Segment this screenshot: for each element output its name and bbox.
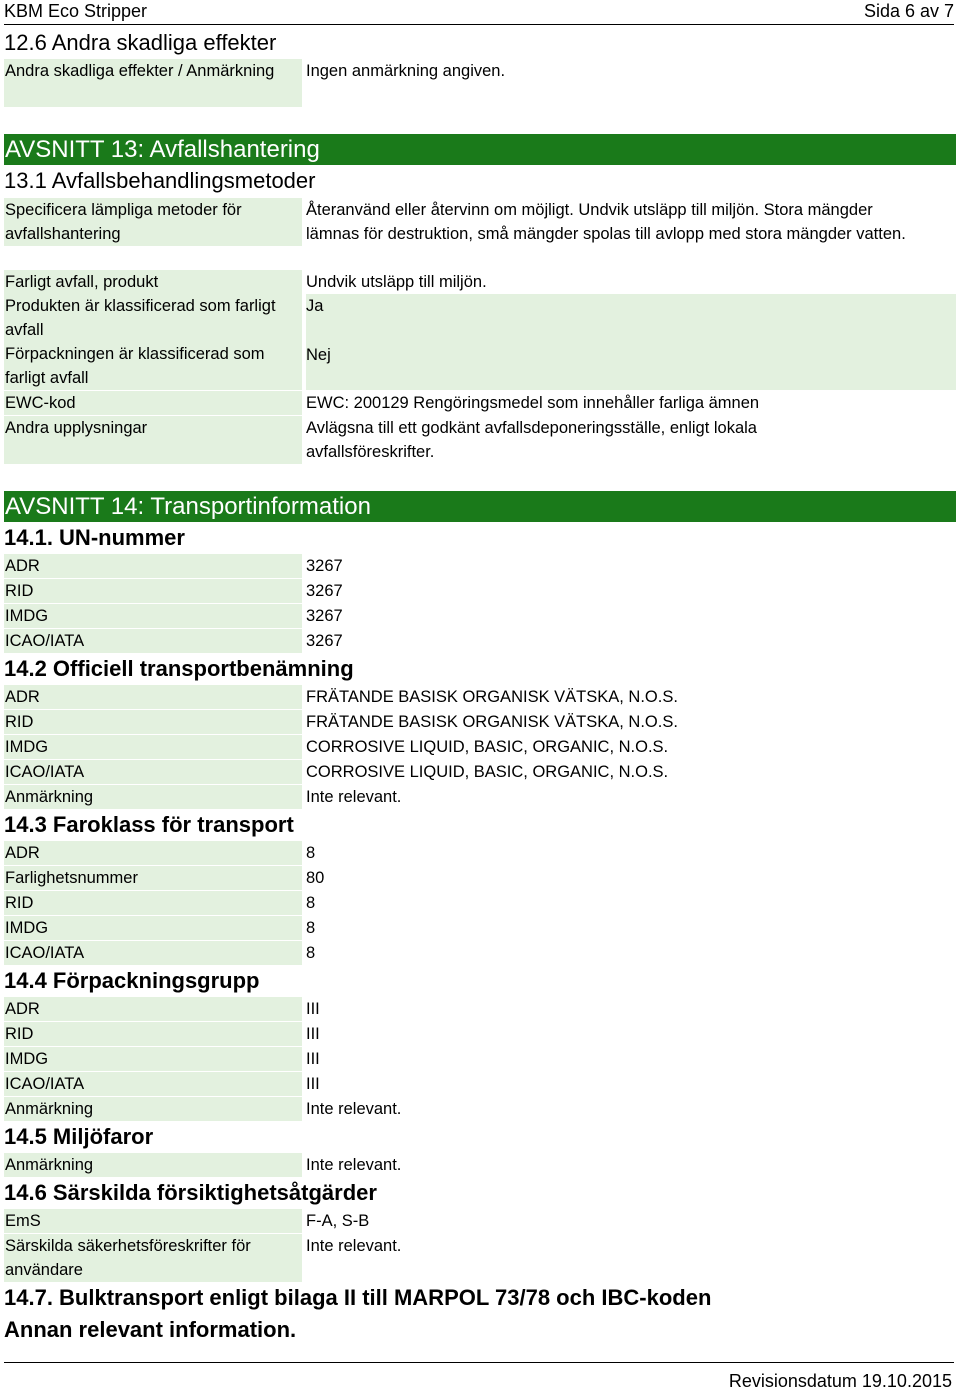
heading-14-2: 14.2 Officiell transportbenämning	[4, 656, 354, 681]
label-un-imdg: IMDG	[4, 604, 302, 628]
value-pack-note: Inte relevant.	[306, 1100, 402, 1118]
page-footer	[4, 1362, 954, 1394]
heading-13-1: 13.1 Avfallsbehandlingsmetoder	[4, 168, 316, 193]
label-un-rid: RID	[4, 579, 302, 603]
heading-14-7: 14.7. Bulktransport enligt bilaga II till MARPOL 73/78 och IBC-koden	[4, 1285, 712, 1310]
label-user-precautions: Särskilda säkerhetsföreskrifter för användare	[4, 1234, 302, 1282]
label-name-rid: RID	[4, 710, 302, 734]
label-disposal-methods: Specificera lämpliga metoder för avfallshantering	[4, 198, 302, 246]
value-name-adr: FRÄTANDE BASISK ORGANISK VÄTSKA, N.O.S.	[306, 688, 678, 706]
label-pack-adr: ADR	[4, 997, 302, 1021]
label-hazard-icao: ICAO/IATA	[4, 941, 302, 965]
label-hazard-number: Farlighetsnummer	[4, 866, 302, 890]
value-pack-rid: III	[306, 1025, 320, 1043]
value-pack-imdg: III	[306, 1050, 320, 1068]
page-header	[4, 0, 954, 25]
label-pack-note: Anmärkning	[4, 1097, 302, 1121]
other-relevant-info: Annan relevant information.	[4, 1317, 297, 1342]
heading-14-4: 14.4 Förpackningsgrupp	[4, 968, 260, 993]
value-hazard-adr: 8	[306, 844, 316, 862]
label-name-adr: ADR	[4, 685, 302, 709]
label-hazard-adr: ADR	[4, 841, 302, 865]
value-other-info: Avlägsna till ett godkänt avfallsdeponeringsställe, enligt lokala avfallsföreskrifter.	[306, 419, 757, 461]
label-pack-rid: RID	[4, 1022, 302, 1046]
label-hazard-rid: RID	[4, 891, 302, 915]
value-name-rid: FRÄTANDE BASISK ORGANISK VÄTSKA, N.O.S.	[306, 713, 678, 731]
value-ems: F-A, S-B	[306, 1212, 370, 1230]
label-other-info: Andra upplysningar	[4, 416, 302, 464]
value-env-note: Inte relevant.	[306, 1156, 402, 1174]
value-hazard-rid: 8	[306, 894, 316, 912]
label-product-classified: Produkten är klassificerad som farligt avfall	[4, 294, 302, 342]
label-name-icao: ICAO/IATA	[4, 760, 302, 784]
product-name: KBM Eco Stripper	[4, 1, 148, 21]
value-name-note: Inte relevant.	[306, 788, 402, 806]
section-14-title: AVSNITT 14: Transportinformation	[4, 491, 956, 522]
label-env-note: Anmärkning	[4, 1153, 302, 1177]
value-hazard-number: 80	[306, 869, 325, 887]
label-packaging-classified: Förpackningen är klassificerad som farligt avfall	[4, 342, 302, 390]
label-un-adr: ADR	[4, 554, 302, 578]
heading-14-3: 14.3 Faroklass för transport	[4, 812, 294, 837]
value-hazard-icao: 8	[306, 944, 316, 962]
value-hazard-imdg: 8	[306, 919, 316, 937]
value-name-imdg: CORROSIVE LIQUID, BASIC, ORGANIC, N.O.S.	[306, 738, 669, 756]
page-number: Sida 6 av 7	[863, 1, 954, 21]
heading-14-5: 14.5 Miljöfaror	[4, 1124, 154, 1149]
heading-12-6: 12.6 Andra skadliga effekter	[4, 30, 277, 55]
heading-14-1: 14.1. UN-nummer	[4, 525, 185, 550]
value-un-rid: 3267	[306, 582, 343, 600]
value-pack-adr: III	[306, 1000, 320, 1018]
value-other-effects: Ingen anmärkning angiven.	[306, 62, 506, 80]
label-ems: EmS	[4, 1209, 302, 1233]
value-product-classified: Ja	[306, 294, 956, 342]
label-ewc-code: EWC-kod	[4, 391, 302, 415]
value-un-imdg: 3267	[306, 607, 343, 625]
label-other-effects: Andra skadliga effekter / Anmärkning	[4, 59, 302, 107]
value-disposal-methods: Återanvänd eller återvinn om möjligt. Undvik utsläpp till miljön. Stora mängder lämnas för destruktion, små mängder spolas till avlopp med stora mängder vatten.	[306, 201, 906, 243]
value-un-icao: 3267	[306, 632, 343, 650]
value-user-precautions: Inte relevant.	[306, 1237, 402, 1255]
value-hazardous-waste: Undvik utsläpp till miljön.	[306, 273, 487, 291]
value-pack-icao: III	[306, 1075, 320, 1093]
value-packaging-classified: Nej	[306, 342, 956, 390]
value-name-icao: CORROSIVE LIQUID, BASIC, ORGANIC, N.O.S.	[306, 763, 669, 781]
value-un-adr: 3267	[306, 557, 343, 575]
label-un-icao: ICAO/IATA	[4, 629, 302, 653]
revision-date: Revisionsdatum 19.10.2015	[728, 1371, 952, 1391]
label-hazard-imdg: IMDG	[4, 916, 302, 940]
label-hazardous-waste: Farligt avfall, produkt	[4, 270, 302, 294]
section-13-title: AVSNITT 13: Avfallshantering	[4, 134, 956, 165]
label-pack-icao: ICAO/IATA	[4, 1072, 302, 1096]
heading-14-6: 14.6 Särskilda försiktighetsåtgärder	[4, 1180, 377, 1205]
label-name-note: Anmärkning	[4, 785, 302, 809]
label-name-imdg: IMDG	[4, 735, 302, 759]
value-ewc-code: EWC: 200129 Rengöringsmedel som innehåller farliga ämnen	[306, 394, 760, 412]
label-pack-imdg: IMDG	[4, 1047, 302, 1071]
